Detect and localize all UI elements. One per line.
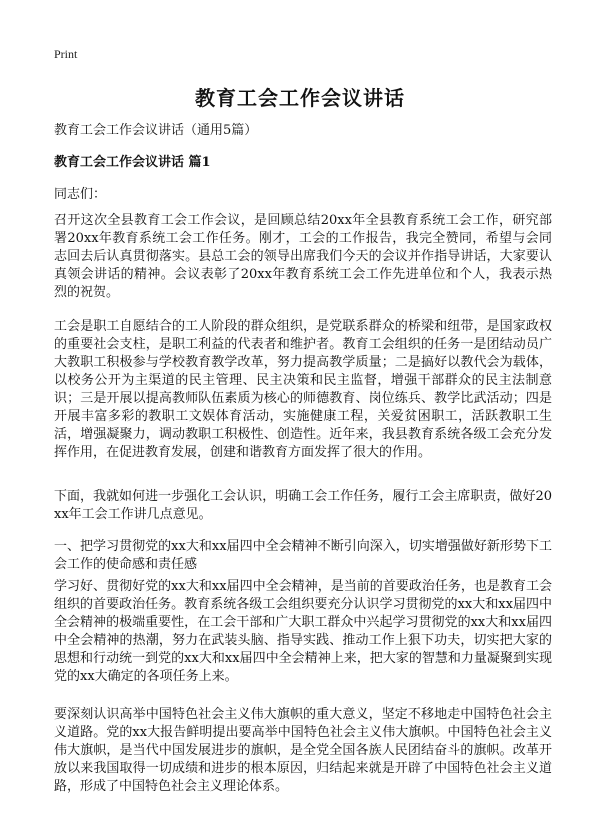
greeting: 同志们： — [54, 187, 107, 202]
paragraph-intro-points: 下面，我就如何进一步强化工会认识，明确工会工作任务，履行工会主席职责，做好20xx年工会工作讲几点意见。 — [54, 489, 552, 522]
section-heading: 教育工会工作会议讲话 篇1 — [54, 155, 211, 170]
paragraph-socialism-banner: 要深刻认识高举中国特色社会主义伟大旗帜的重大意义，坚定不移地走中国特色社会主义道路。党的xx大报告鲜明提出要高举中国特色社会主义伟大旗帜。中国特色社会主义伟大旗帜，是当代中国发展进步的旗帜，是全党全国各族人民团结奋斗的旗帜。改革开放以来我国取得一切成绩和进步的根本原因，归结起来就是开辟了中国特色社会主义道路，形成了中国特色社会主义理论体系。 — [54, 707, 552, 794]
paragraph-union-role: 工会是职工自愿结合的工人阶段的群众组织，是党联系群众的桥梁和纽带，是国家政权的重要社会支柱，是职工利益的代表者和维护者。教育工会组织的任务一是团结动员广大教职工积极参与学校教育教学改革，努力提高教学质量；二是搞好以教代会为载体，以校务公开为主渠道的民主管理、民主决策和民主监督，增强干部群众的民主法制意识；三是开展以提高教师队伍素质为核心的师德教育、岗位练兵、教学比武活动；四是开展丰富多彩的教职工文娱体育活动，实施健康工程，关爱贫困职工，活跃教职工生活，增强凝聚力，调动教职工积极性、创造性。近年来，我县教育系统各级工会充分发挥作用，在促进教育发展，创建和谐教育方面发挥了很大的作用。 — [54, 319, 552, 460]
paragraph-study-spirit: 学习好、贯彻好党的xx大和xx届四中全会精神，是当前的首要政治任务，也是教育工会组织的首要政治任务。教育系统各级工会组织要充分认识学习贯彻党的xx大和xx届四中全会精神的极端重要性，在工会干部和广大职工群众中兴起学习贯彻党的xx大和xx届四中全会精神的热潮，努力在武装头脑、指导实践、推动工作上狠下功夫，切实把大家的思想和行动统一到党的xx大和xx届四中全会精神上来，把大家的智慧和力量凝聚到实现党的xx大确定的各项任务上来。 — [54, 579, 552, 684]
document-subtitle: 教育工会工作会议讲话（通用5篇） — [54, 123, 258, 138]
paragraph-opening: 召开这次全县教育工会工作会议，是回顾总结20xx年全县教育系统工会工作，研究部署20xx年教育系统工会工作任务。刚才，工会的工作报告，我完全赞同，希望与会同志回去后认真贯彻落实。县总工会的领导出席我们今天的会议并作指导讲话，大家要认真领会讲话的精神。会议表彰了20xx年教育系统工会工作先进单位和个人，我表示热烈的祝贺。 — [54, 213, 552, 300]
page-title: 教育工会工作会议讲话 — [195, 86, 405, 110]
print-label[interactable]: Print — [54, 47, 78, 61]
paragraph-point-one-heading: 一、把学习贯彻党的xx大和xx届四中全会精神不断引向深入，切实增强做好新形势下工会工作的使命感和责任感 — [54, 539, 552, 572]
